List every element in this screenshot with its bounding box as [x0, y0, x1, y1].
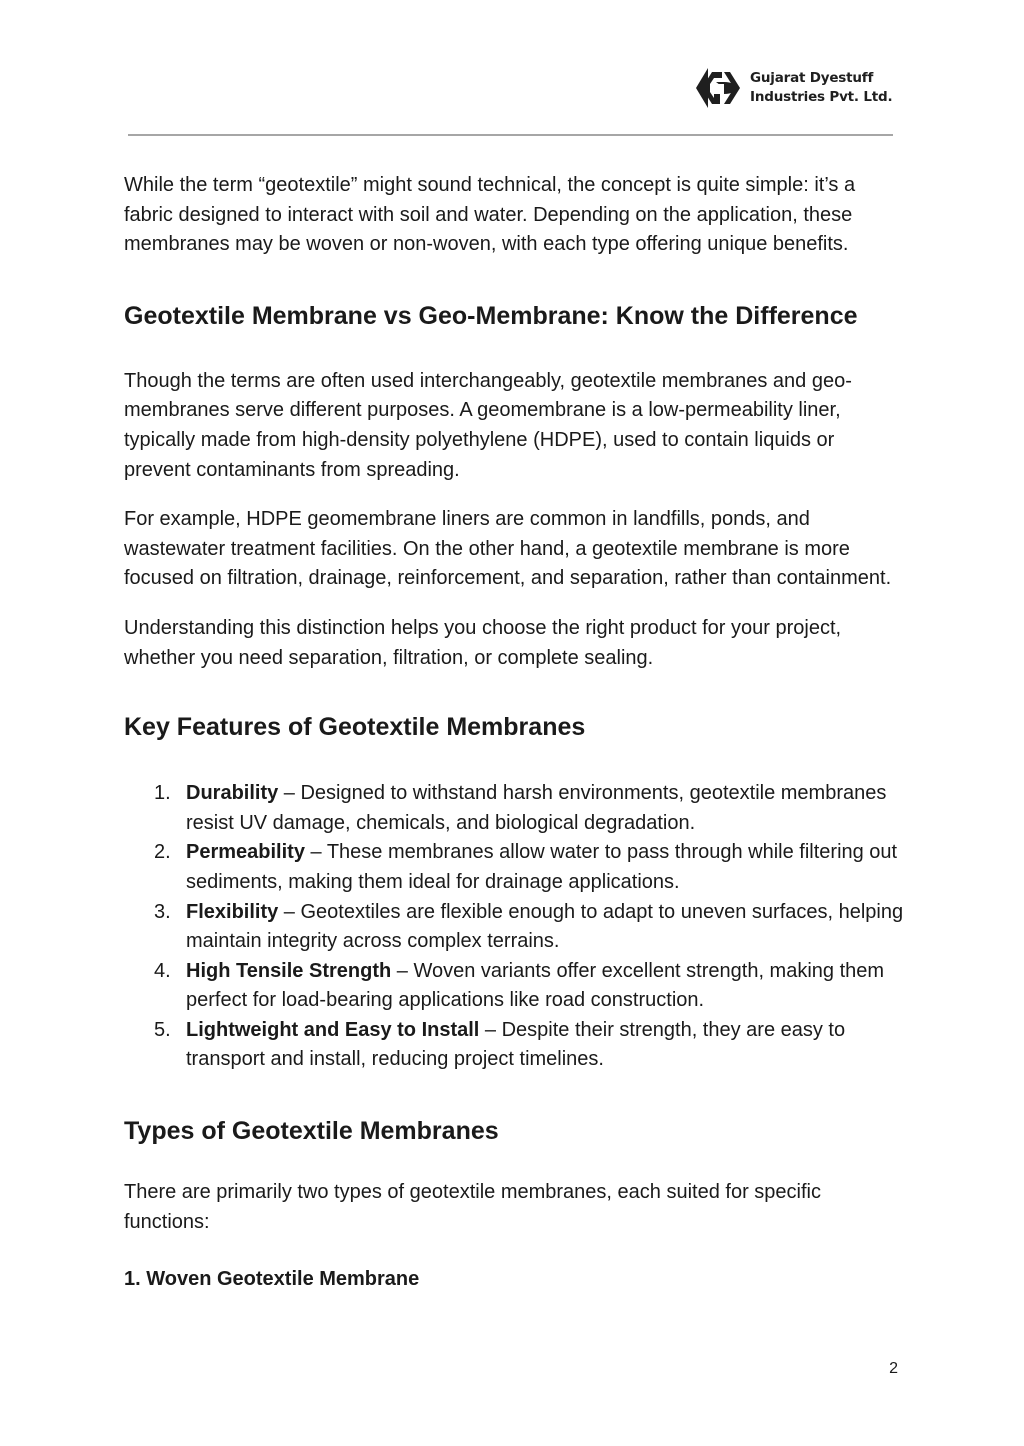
company-name-line2: Industries Pvt. Ltd. — [750, 89, 893, 105]
feature-term: Durability — [186, 782, 279, 805]
feature-description: – Woven variants offer excellent strength, making them perfect for load-bearing applications like road construction. — [186, 959, 885, 1012]
header-divider — [128, 134, 893, 136]
intro-paragraph: While the term “geotextile” might sound technical, the concept is quite simple: it’s a fabric designed to interact with soil and water. Depending on the application, these membranes may be woven or non-woven, with each type offering unique benefits. — [124, 174, 856, 256]
list-item-number: 5. — [154, 1018, 171, 1041]
feature-description: – Despite their strength, they are easy to transport and install, reducing project timelines. — [186, 1018, 846, 1071]
difference-paragraph-2: For example, HDPE geomembrane liners are common in landfills, ponds, and wastewater treatment facilities. On the other hand, a geotextile membrane is more focused on filtration, drainage, reinforcement, and separation, rather than containment. — [124, 508, 892, 590]
feature-description: – These membranes allow water to pass through while filtering out sediments, making them ideal for drainage applications. — [186, 841, 898, 893]
list-item — [124, 957, 904, 1016]
feature-term: Lightweight and Easy to Install — [186, 1018, 480, 1041]
page-header — [0, 0, 1024, 140]
types-heading: Types of Geotextile Membranes — [124, 1117, 499, 1146]
features-heading: Key Features of Geotextile Membranes — [124, 713, 586, 742]
company-name — [750, 69, 892, 107]
list-item — [124, 838, 904, 897]
list-item — [124, 898, 904, 957]
list-item — [124, 779, 904, 838]
list-item — [124, 1016, 904, 1075]
difference-heading: Geotextile Membrane vs Geo-Membrane: Know the Difference — [124, 301, 858, 330]
feature-term: Flexibility — [186, 900, 279, 923]
gd-monogram-logo-icon — [694, 66, 742, 110]
features-list — [124, 779, 904, 1075]
woven-subheading: 1. Woven Geotextile Membrane — [124, 1268, 420, 1291]
difference-paragraph-3: Understanding this distinction helps you choose the right product for your project, whether you need separation, filtration, or complete sealing. — [124, 616, 842, 669]
difference-paragraph-1: Though the terms are often used interchangeably, geotextile membranes and geo-membranes serve different purposes. A geomembrane is a low-permeability liner, typically made from high-density polyethylene (HDPE), used to contain liquids or prevent contaminants from spreading. — [124, 369, 852, 481]
types-paragraph: There are primarily two types of geotextile membranes, each suited for specific functions: — [124, 1181, 821, 1233]
feature-term: High Tensile Strength — [186, 959, 392, 982]
list-item-number: 4. — [154, 959, 171, 982]
feature-description: – Designed to withstand harsh environments, geotextile membranes resist UV damage, chemicals, and biological degradation. — [186, 782, 887, 834]
company-logo — [694, 66, 892, 110]
list-item-number: 3. — [154, 900, 171, 923]
list-item-number: 2. — [154, 841, 171, 864]
feature-term: Permeability — [186, 841, 305, 864]
feature-description: – Geotextiles are flexible enough to adapt to uneven surfaces, helping maintain integrity across complex terrains. — [186, 900, 904, 953]
page-number: 2 — [889, 1360, 898, 1377]
company-name-line1: Gujarat Dyestuff — [750, 70, 874, 86]
document-body — [124, 171, 904, 1293]
list-item-number: 1. — [154, 782, 171, 805]
